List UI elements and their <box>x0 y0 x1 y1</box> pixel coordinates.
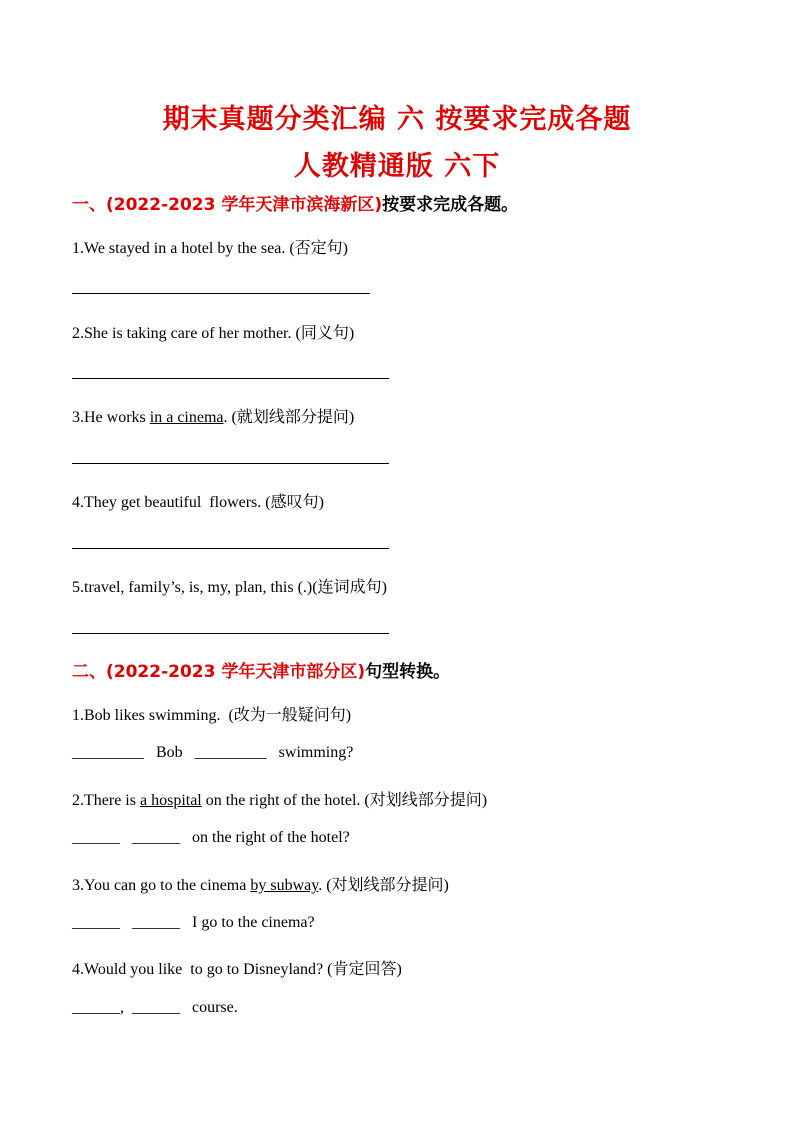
s1-question-3 <box>72 404 354 427</box>
section-1-prefix: 一、 <box>72 195 106 215</box>
s2-question-3 <box>72 872 449 895</box>
section-2-prefix: 二、 <box>72 662 106 682</box>
s2-q2-pre: 2.There is <box>72 792 140 809</box>
s1-q3-pre: 3.He works <box>72 409 150 426</box>
s1-q3-post: . (就划线部分提问) <box>223 409 355 426</box>
s2-q3-underlined: by subway <box>250 877 319 894</box>
s1-answer-line-5[interactable] <box>72 633 389 634</box>
document-title: 期末真题分类汇编 六 按要求完成各题 <box>162 104 632 135</box>
s2-question-1: 1.Bob likes swimming. (改为一般疑问句) <box>72 707 352 724</box>
section-2-instruction: 句型转换。 <box>365 662 451 682</box>
s1-q3-underlined: in a cinema <box>149 409 224 426</box>
section-1-source: (2022-2023 学年天津市滨海新区) <box>106 195 383 215</box>
s1-question-1: 1.We stayed in a hotel by the sea. (否定句) <box>72 240 348 257</box>
section-2-heading <box>72 657 450 682</box>
section-1-instruction: 按要求完成各题。 <box>382 195 519 215</box>
s1-answer-line-4[interactable] <box>72 548 389 549</box>
s2-q3-pre: 3.You can go to the cinema <box>72 877 251 894</box>
section-1-heading <box>72 190 518 215</box>
s2-answer-4[interactable]: ______, ______ course. <box>72 999 238 1016</box>
s2-answer-2[interactable]: ______ ______ on the right of the hotel? <box>72 829 350 846</box>
s2-question-4: 4.Would you like to go to Disneyland? (肯定回答) <box>72 961 402 978</box>
s2-q3-post: . (对划线部分提问) <box>318 877 449 894</box>
document-subtitle: 人教精通版 六下 <box>293 151 501 182</box>
s1-question-2: 2.She is taking care of her mother. (同义句) <box>72 325 355 342</box>
s2-q2-underlined: a hospital <box>139 792 202 809</box>
s1-answer-line-3[interactable] <box>72 463 389 464</box>
s1-question-5: 5.travel, family’s, is, my, plan, this (.)(连词成句) <box>72 579 387 596</box>
s2-question-2 <box>72 787 487 810</box>
section-2-source: (2022-2023 学年天津市部分区) <box>106 662 366 682</box>
s1-question-4: 4.They get beautiful flowers. (感叹句) <box>72 494 324 511</box>
s1-answer-line-1[interactable] <box>72 293 370 294</box>
s1-answer-line-2[interactable] <box>72 378 389 379</box>
s2-q2-post: on the right of the hotel. (对划线部分提问) <box>201 792 488 809</box>
s2-answer-3[interactable]: ______ ______ I go to the cinema? <box>72 914 315 931</box>
s2-answer-1[interactable]: _________ Bob _________ swimming? <box>72 744 354 761</box>
